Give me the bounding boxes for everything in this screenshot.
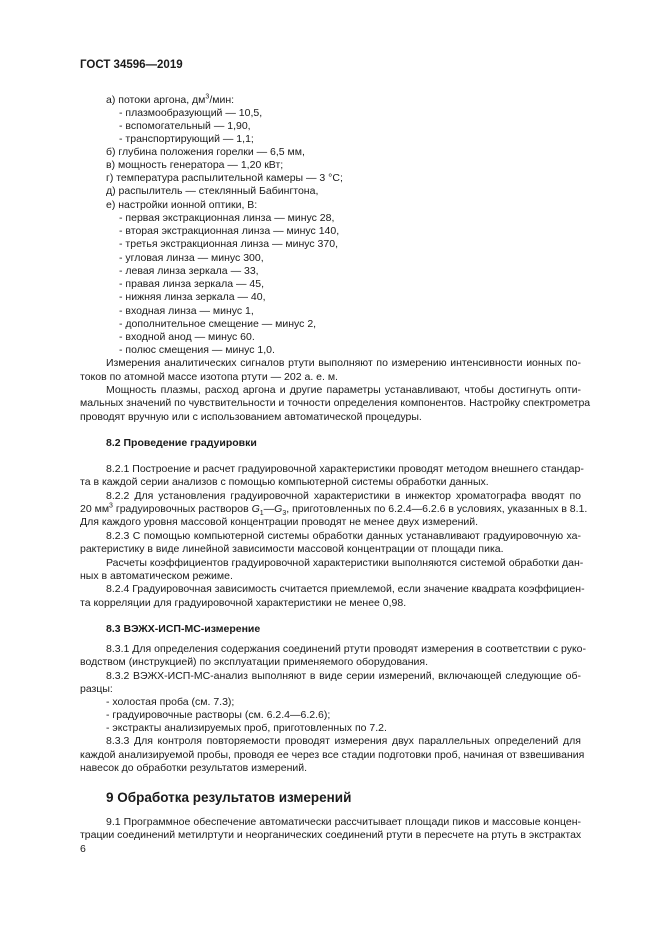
paragraph-line: 8.2.4 Градуировочная зависимость считается приемлемой, если значение квадрата коэффициен- <box>106 583 585 595</box>
paragraph-line: 8.2.1 Построение и расчет градуировочной характеристики проводят методом внешнего стандар- <box>106 463 584 475</box>
list-subitem: - плазмообразующий — 10,5, <box>119 107 263 119</box>
list-item-b: б) глубина положения горелки — 6,5 мм, <box>106 146 305 158</box>
chapter-title-9: 9 Обработка результатов измерений <box>106 790 352 805</box>
paragraph-line: 8.3.2 ВЭЖХ-ИСП-МС-анализ выполняют в виде серии измерений, включающей следующие об- <box>106 670 581 682</box>
list-subitem: - вспомогательный — 1,90, <box>119 120 251 132</box>
page-number: 6 <box>80 843 86 855</box>
paragraph-line: та корреляции для градуировочной характеристики не менее 0,98. <box>80 597 407 609</box>
paragraph-line: 8.3.3 Для контроля повторяемости проводят измерения двух параллельных определений для <box>106 735 581 747</box>
list-subitem: - входная линза — минус 1, <box>119 305 254 317</box>
list-subitem: - входной анод — минус 60. <box>119 331 255 343</box>
list-item-c: в) мощность генератора — 1,20 кВт; <box>106 159 284 171</box>
paragraph-line: Расчеты коэффициентов градуировочной характеристики выполняются системой обработки дан- <box>106 557 584 569</box>
paragraph-line: каждой анализируемой пробы, проводя ее через все стадии подготовки проб, начиная от взвешивания <box>80 749 585 761</box>
list-subitem: - третья экстракционная линза — минус 370, <box>119 238 338 250</box>
list-item-e: д) распылитель — стеклянный Бабингтона, <box>106 185 319 197</box>
section-title-8-2: 8.2 Проведение градуировки <box>106 437 257 449</box>
list-subitem: - нижняя линза зеркала — 40, <box>119 291 266 303</box>
paragraph-line: токов по атомной массе изотопа ртути — 202 а. е. м. <box>80 371 338 383</box>
paragraph-line: та в каждой серии анализов с помощью компьютерной системы обработки данных. <box>80 476 489 488</box>
paragraph-line: 9.1 Программное обеспечение автоматически рассчитывает площади пиков и массовые концен- <box>106 816 581 828</box>
list-subitem: - транспортирующий — 1,1; <box>119 133 254 145</box>
paragraph-line: Для каждого уровня массовой концентрации проводят не менее двух измерений. <box>80 516 479 528</box>
list-item: - экстракты анализируемых проб, приготовленных по 7.2. <box>106 722 387 734</box>
list-subitem: - вторая экстракционная линза — минус 140, <box>119 225 340 237</box>
section-title-8-3: 8.3 ВЭЖХ-ИСП-МС-измерение <box>106 623 261 635</box>
list-item-f: е) настройки ионной оптики, В: <box>106 199 258 211</box>
list-item-a: а) потоки аргона, $дм^3$/мин: <box>106 93 235 106</box>
paragraph-line: 8.2.3 С помощью компьютерной системы обработки данных устанавливают градуировочную ха- <box>106 530 581 542</box>
paragraph-line: трации соединений метилртути и неорганических соединений ртути в пересчете на ртуть в экстрактах <box>80 829 582 841</box>
paragraph-line: 20 $мм^3$ градуировочных растворов $G_1—G_3$, приготовленных по 6.2.4—6.2.6 в условиях, указанных в 8.1. <box>80 502 588 518</box>
list-item: - холостая проба (см. 7.3); <box>106 696 235 708</box>
document-header: ГОСТ 34596—2019 <box>80 59 183 71</box>
paragraph-line: ных в автоматическом режиме. <box>80 570 233 582</box>
paragraph-line: мальных значений по чувствительности и точности определения компонентов. Настройку спектрометра <box>80 397 591 409</box>
paragraph-line: 8.2.2 Для установления градуировочной характеристики в инжектор хроматографа вводят по <box>106 490 581 502</box>
paragraph-line: навесок до обработки результатов измерений. <box>80 762 308 774</box>
paragraph-line: Измерения аналитических сигналов ртути выполняют по измерению интенсивности ионных по- <box>106 357 581 369</box>
list-item: - градуировочные растворы (см. 6.2.4—6.2.6); <box>106 709 331 721</box>
paragraph-line: 8.3.1 Для определения содержания соединений ртути проводят измерения в соответствии с руко- <box>106 643 587 655</box>
list-subitem: - полюс смещения — минус 1,0. <box>119 344 275 356</box>
paragraph-line: проводят вручную или с использованием автоматической процедуры. <box>80 411 422 423</box>
list-subitem: - дополнительное смещение — минус 2, <box>119 318 317 330</box>
paragraph-line: рактеристику в виде линейной зависимости массовой концентрации от площади пика. <box>80 543 504 555</box>
list-subitem: - первая экстракционная линза — минус 28, <box>119 212 335 224</box>
paragraph-line: разцы: <box>80 683 113 695</box>
paragraph-line: Мощность плазмы, расход аргона и другие параметры устанавливают, чтобы достигнуть опти- <box>106 384 581 396</box>
list-subitem: - правая линза зеркала — 45, <box>119 278 264 290</box>
list-item-d: г) температура распылительной камеры — 3 °C; <box>106 172 343 184</box>
list-subitem: - угловая линза — минус 300, <box>119 252 264 264</box>
list-subitem: - левая линза зеркала — 33, <box>119 265 259 277</box>
paragraph-line: водством (инструкцией) по эксплуатации применяемого оборудования. <box>80 656 429 668</box>
